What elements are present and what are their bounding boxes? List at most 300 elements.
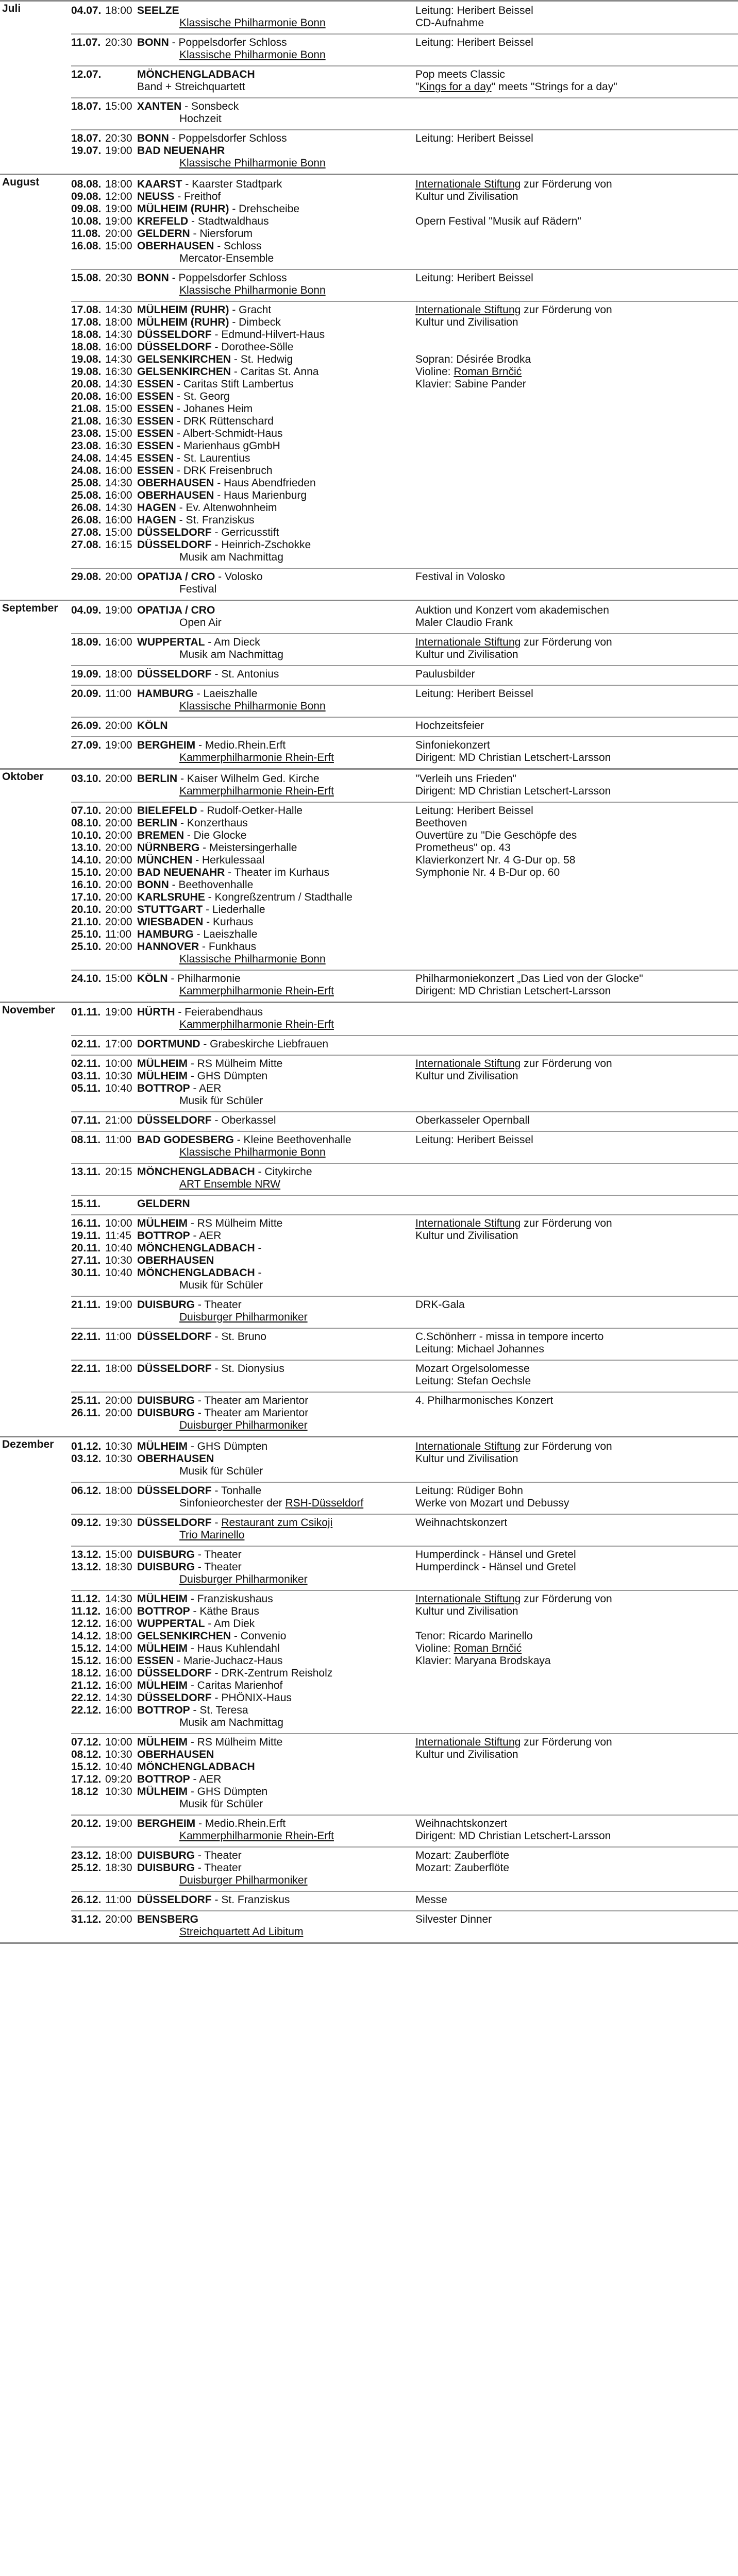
- event-venue: MÜLHEIM (RUHR) - Gracht: [137, 304, 272, 316]
- month-section: [0, 0, 738, 174]
- event-venue: ESSEN - Johanes Heim: [137, 403, 253, 415]
- event-time: 16:00: [105, 465, 132, 477]
- event-row: [71, 37, 415, 49]
- detail-line: [415, 1618, 728, 1630]
- event-row: [71, 668, 415, 681]
- detail-line: Silvester Dinner: [415, 1913, 492, 1925]
- event-row: [71, 941, 415, 953]
- link[interactable]: Internationale Stiftung: [415, 178, 521, 190]
- event-venue: DÜSSELDORF - St. Dionysius: [137, 1363, 284, 1375]
- link[interactable]: Klassische Philharmonie Bonn: [179, 157, 326, 169]
- event-date: 15.11.: [71, 1198, 101, 1210]
- link[interactable]: Kammerphilharmonie Rhein-Erft: [179, 1830, 334, 1842]
- event-date: 21.11.: [71, 1299, 101, 1311]
- event-date: 17.10.: [71, 891, 102, 903]
- event-details: [415, 1217, 738, 1292]
- event-venue: MÖNCHENGLADBACH -: [137, 1267, 262, 1279]
- event-entry: [71, 1892, 738, 1911]
- event-entry: [71, 130, 738, 174]
- detail-line: Kultur und Zivilisation: [415, 1605, 518, 1617]
- event-entry: [71, 176, 738, 270]
- link[interactable]: Restaurant zum Csikoji: [221, 1517, 333, 1529]
- event-time: 14:30: [105, 304, 132, 316]
- link[interactable]: Internationale Stiftung: [415, 1736, 521, 1748]
- event-date: 18.07.: [71, 132, 102, 144]
- event-date: 11.08.: [71, 228, 101, 240]
- event-time: 20:00: [105, 773, 132, 785]
- event-entry: [71, 1132, 738, 1164]
- link[interactable]: Kammerphilharmonie Rhein-Erft: [179, 785, 334, 797]
- event-date: 21.08.: [71, 403, 102, 415]
- detail-line: [415, 329, 728, 341]
- link[interactable]: Internationale Stiftung: [415, 1058, 521, 1070]
- event-venue: DÜSSELDORF - Edmund-Hilvert-Haus: [137, 329, 325, 341]
- event-details: [415, 304, 738, 564]
- event-time: 20:00: [105, 904, 132, 916]
- event-date: 13.12.: [71, 1561, 102, 1573]
- event-date: 08.11.: [71, 1134, 101, 1146]
- event-row: [71, 132, 415, 145]
- event-row: [71, 1440, 415, 1453]
- event-entry: [71, 971, 738, 1002]
- event-date: 01.12.: [71, 1440, 102, 1452]
- event-row: [71, 353, 415, 366]
- event-details: [415, 178, 738, 265]
- event-venue: BOTTROP - St. Teresa: [137, 1704, 248, 1716]
- link[interactable]: RSH-Düsseldorf: [285, 1497, 364, 1509]
- event-row: [71, 69, 415, 81]
- event-entry: [71, 1004, 738, 1036]
- detail-line: Leitung: Michael Johannes: [415, 1343, 544, 1355]
- event-row: [71, 773, 415, 785]
- event-entry: [71, 718, 738, 737]
- event-venue: DÜSSELDORF - Heinrich-Zschokke: [137, 539, 311, 551]
- event-time: 20:15: [105, 1166, 132, 1178]
- event-date: 03.12.: [71, 1453, 102, 1465]
- event-time: 15:00: [105, 527, 132, 538]
- event-venue: BENSBERG: [137, 1913, 199, 1925]
- divider: [0, 1942, 738, 1944]
- event-time: 14:30: [105, 1692, 132, 1704]
- event-details: [415, 1299, 738, 1324]
- event-details: [415, 773, 738, 798]
- event-time: 20:00: [105, 891, 132, 903]
- detail-line: Kultur und Zivilisation: [415, 1749, 518, 1760]
- event-row: [71, 1850, 415, 1862]
- event-ensemble: [179, 1529, 415, 1541]
- detail-line: Violine: Roman Brnčić: [415, 1642, 522, 1654]
- event-date: 04.07.: [71, 5, 102, 16]
- event-venue: DÜSSELDORF - PHÖNIX-Haus: [137, 1692, 292, 1704]
- event-row: [71, 1070, 415, 1082]
- event-time: 20:30: [105, 37, 132, 48]
- event-time: 09:20: [105, 1773, 132, 1785]
- event-row: [71, 489, 415, 502]
- event-date: 02.11.: [71, 1038, 101, 1050]
- event-date: 26.12.: [71, 1894, 102, 1906]
- detail-line: Kultur und Zivilisation: [415, 1070, 518, 1082]
- event-venue: OPATIJA / CRO - Volosko: [137, 571, 263, 583]
- detail-line: CD-Aufnahme: [415, 17, 484, 29]
- event-venue: DORTMUND - Grabeskirche Liebfrauen: [137, 1038, 329, 1050]
- event-entry: [71, 1547, 738, 1591]
- event-date: 24.08.: [71, 452, 102, 464]
- link[interactable]: Internationale Stiftung: [415, 1217, 521, 1229]
- event-venue: MÖNCHENGLADBACH: [137, 69, 255, 80]
- month-label: Oktober: [2, 771, 44, 783]
- event-row: [71, 867, 415, 879]
- detail-line: Leitung: Heribert Beissel: [415, 272, 533, 284]
- event-time: 10:30: [105, 1255, 132, 1266]
- event-venue: DÜSSELDORF - St. Franziskus: [137, 1894, 290, 1906]
- link[interactable]: Klassische Philharmonie Bonn: [179, 1146, 326, 1158]
- event-date: 14.10.: [71, 854, 102, 866]
- event-date: 27.08.: [71, 527, 102, 538]
- event-details: [415, 1485, 738, 1510]
- event-venue: BOTTROP - AER: [137, 1773, 222, 1785]
- event-time: 18:00: [105, 1363, 132, 1375]
- event-details: [415, 805, 738, 965]
- event-row: [71, 1453, 415, 1465]
- event-date: 08.08.: [71, 178, 102, 190]
- event-venue: OBERHAUSEN - Haus Abendfrieden: [137, 477, 316, 489]
- event-ensemble: [179, 17, 415, 29]
- event-row: [71, 1630, 415, 1642]
- event-venue: ESSEN - St. Georg: [137, 391, 230, 402]
- event-date: 19.11.: [71, 1230, 101, 1242]
- link[interactable]: Duisburger Philharmoniker: [179, 1874, 308, 1886]
- detail-line: Dirigent: MD Christian Letschert-Larsson: [415, 985, 611, 997]
- event-venue: GELDERN - Niersforum: [137, 228, 253, 240]
- detail-line: 4. Philharmonisches Konzert: [415, 1395, 554, 1406]
- event-venue: DUISBURG - Theater: [137, 1561, 242, 1573]
- event-row: [71, 1561, 415, 1573]
- detail-line: Beethoven: [415, 817, 467, 829]
- event-time: 19:00: [105, 1818, 132, 1829]
- event-venue: OPATIJA / CRO: [137, 604, 215, 616]
- event-time: 10:30: [105, 1440, 132, 1452]
- detail-line: "Verleih uns Frieden": [415, 773, 516, 785]
- event-venue: BERLIN - Kaiser Wilhelm Ged. Kirche: [137, 773, 320, 785]
- event-date: 19.07.: [71, 145, 102, 157]
- event-ensemble: [179, 1178, 415, 1191]
- event-entry: [71, 98, 738, 130]
- link[interactable]: Roman Brnčić: [454, 1642, 522, 1654]
- event-row: [71, 1082, 415, 1095]
- event-entry: [71, 1164, 738, 1196]
- event-details: [415, 100, 738, 125]
- event-time: 11:00: [105, 688, 131, 700]
- event-date: 12.07.: [71, 69, 102, 80]
- event-ensemble: Open Air: [179, 617, 222, 629]
- event-ensemble: [179, 985, 415, 997]
- link[interactable]: Kammerphilharmonie Rhein-Erft: [179, 985, 334, 997]
- event-date: 13.12.: [71, 1549, 102, 1561]
- month-section: [0, 1436, 738, 1942]
- link[interactable]: Kammerphilharmonie Rhein-Erft: [179, 1019, 334, 1030]
- event-venue: ESSEN - Caritas Stift Lambertus: [137, 378, 294, 390]
- event-time: 20:30: [105, 272, 132, 284]
- event-date: 15.12.: [71, 1642, 102, 1654]
- event-venue: BONN - Beethovenhalle: [137, 879, 254, 891]
- link[interactable]: Internationale Stiftung: [415, 636, 521, 648]
- event-time: 20:00: [105, 867, 132, 878]
- event-time: 19:00: [105, 604, 132, 616]
- event-row: [71, 1692, 415, 1704]
- event-venue: MÜLHEIM - Franziskushaus: [137, 1593, 273, 1605]
- event-details: [415, 1593, 738, 1729]
- event-ensemble: [179, 1830, 415, 1842]
- event-row: [71, 1255, 415, 1267]
- event-venue: MÖNCHENGLADBACH: [137, 1761, 255, 1773]
- event-entry: [71, 1911, 738, 1942]
- event-entry: [71, 1591, 738, 1734]
- event-venue: MÜLHEIM - Haus Kuhlendahl: [137, 1642, 280, 1654]
- event-details: [415, 636, 738, 661]
- event-ensemble: Musik am Nachmittag: [179, 649, 283, 660]
- event-row: [71, 1006, 415, 1019]
- event-time: 11:45: [105, 1230, 131, 1242]
- event-date: 25.10.: [71, 941, 102, 953]
- event-time: 10:00: [105, 1736, 132, 1748]
- event-date: 15.12.: [71, 1655, 102, 1667]
- event-time: 10:40: [105, 1242, 132, 1254]
- event-row: [71, 879, 415, 891]
- event-time: 14:30: [105, 477, 132, 489]
- event-row: [71, 316, 415, 329]
- event-date: 30.11.: [71, 1267, 101, 1279]
- event-entry: [71, 66, 738, 98]
- event-venue: DÜSSELDORF - Oberkassel: [137, 1114, 276, 1126]
- event-date: 18.12.: [71, 1667, 102, 1679]
- link[interactable]: Duisburger Philharmoniker: [179, 1419, 308, 1431]
- event-row: [71, 829, 415, 842]
- event-ensemble: Sinfonieorchester der RSH-Düsseldorf: [179, 1497, 364, 1509]
- event-entry: [71, 686, 738, 718]
- link[interactable]: Klassische Philharmonie Bonn: [179, 953, 326, 965]
- event-time: 18:00: [105, 5, 132, 16]
- event-date: 02.11.: [71, 1058, 101, 1070]
- event-details: [415, 1818, 738, 1842]
- link[interactable]: Duisburger Philharmoniker: [179, 1311, 308, 1323]
- event-row: [71, 145, 415, 157]
- month-label: September: [2, 602, 58, 614]
- event-details: [415, 1894, 738, 1906]
- event-date: 18.08.: [71, 329, 102, 341]
- event-row: [71, 571, 415, 583]
- detail-line: [415, 203, 728, 215]
- event-date: 27.11.: [71, 1255, 101, 1266]
- event-row: [71, 928, 415, 941]
- link[interactable]: Internationale Stiftung: [415, 304, 521, 316]
- link[interactable]: Kammerphilharmonie Rhein-Erft: [179, 752, 334, 764]
- event-time: 15:00: [105, 428, 132, 439]
- event-date: 25.08.: [71, 477, 102, 489]
- event-date: 26.08.: [71, 502, 102, 514]
- event-details: [415, 720, 738, 732]
- detail-line: Ouvertüre zu "Die Geschöpfe des: [415, 829, 577, 841]
- detail-line: Oberkasseler Opernball: [415, 1114, 530, 1126]
- event-time: 20:00: [105, 854, 132, 866]
- detail-line: Humperdinck - Hänsel und Gretel: [415, 1561, 576, 1573]
- event-ensemble: [179, 1311, 415, 1324]
- event-ensemble: [179, 157, 415, 170]
- link[interactable]: Roman Brnčić: [454, 366, 522, 378]
- link[interactable]: Internationale Stiftung: [415, 1593, 521, 1605]
- event-date: 25.11.: [71, 1395, 101, 1406]
- event-time: 19:00: [105, 739, 132, 751]
- detail-line: Kultur und Zivilisation: [415, 1230, 518, 1242]
- event-venue: STUTTGART - Liederhalle: [137, 904, 265, 916]
- event-time: 20:00: [105, 805, 132, 817]
- link[interactable]: Klassische Philharmonie Bonn: [179, 700, 326, 712]
- event-entry: [71, 1483, 738, 1515]
- event-row: [71, 403, 415, 415]
- event-ensemble: Festival: [179, 583, 217, 595]
- event-date: 07.10.: [71, 805, 102, 817]
- event-ensemble: [179, 49, 415, 61]
- event-venue: BIELEFELD - Rudolf-Oetker-Halle: [137, 805, 303, 817]
- event-date: 26.11.: [71, 1407, 101, 1419]
- event-ensemble: [179, 1874, 415, 1887]
- detail-line: Philharmoniekonzert „Das Lied von der Glocke": [415, 973, 643, 985]
- event-time: 10:00: [105, 1217, 132, 1229]
- detail-line: Auktion und Konzert vom akademischen: [415, 604, 609, 616]
- event-entry: [71, 1036, 738, 1056]
- event-venue: ESSEN - DRK Freisenbruch: [137, 465, 273, 477]
- event-row: [71, 1618, 415, 1630]
- event-time: 16:00: [105, 1680, 132, 1691]
- link[interactable]: ART Ensemble NRW: [179, 1178, 281, 1190]
- event-ensemble: Musik am Nachmittag: [179, 551, 283, 563]
- event-time: 18:00: [105, 178, 132, 190]
- event-row: [71, 1242, 415, 1255]
- detail-line: DRK-Gala: [415, 1299, 465, 1311]
- link[interactable]: Duisburger Philharmoniker: [179, 1573, 308, 1585]
- event-details: [415, 1166, 738, 1191]
- event-date: 17.08.: [71, 304, 102, 316]
- event-time: 11:00: [105, 928, 131, 940]
- event-time: 19:30: [105, 1517, 132, 1529]
- detail-line: Festival in Volosko: [415, 571, 505, 583]
- detail-line: C.Schönherr - missa in tempore incerto: [415, 1331, 604, 1343]
- detail-line: Paulusbilder: [415, 668, 475, 680]
- event-venue: MÜLHEIM - RS Mülheim Mitte: [137, 1058, 283, 1070]
- event-venue: ESSEN - St. Laurentius: [137, 452, 250, 464]
- event-date: 07.12.: [71, 1736, 102, 1748]
- event-venue: Band + Streichquartett: [137, 81, 245, 93]
- event-venue: MÜLHEIM - RS Mülheim Mitte: [137, 1736, 283, 1748]
- event-time: 16:00: [105, 1667, 132, 1679]
- detail-line: Symphonie Nr. 4 B-Dur op. 60: [415, 867, 560, 878]
- event-row: [71, 527, 415, 539]
- month-label: Juli: [2, 3, 21, 14]
- detail-line: Sinfoniekonzert: [415, 739, 490, 751]
- event-ensemble: Musik für Schüler: [179, 1465, 263, 1477]
- event-details: [415, 1038, 738, 1050]
- event-time: 19:00: [105, 1299, 132, 1311]
- event-date: 20.08.: [71, 391, 102, 402]
- link[interactable]: Streichquartett Ad Libitum: [179, 1926, 304, 1938]
- event-time: 15:00: [105, 403, 132, 415]
- event-venue: BOTTROP - AER: [137, 1230, 222, 1242]
- event-date: 21.10.: [71, 916, 102, 928]
- event-time: 10:00: [105, 1058, 132, 1070]
- link[interactable]: Klassische Philharmonie Bonn: [179, 49, 326, 61]
- event-row: [71, 5, 415, 17]
- detail-line: Maler Claudio Frank: [415, 617, 513, 629]
- event-date: 15.08.: [71, 272, 102, 284]
- link[interactable]: Klassische Philharmonie Bonn: [179, 284, 326, 296]
- event-venue: GELSENKIRCHEN - St. Hedwig: [137, 353, 293, 365]
- event-venue: HAMBURG - Laeiszhalle: [137, 688, 258, 700]
- event-venue: DÜSSELDORF - DRK-Zentrum Reisholz: [137, 1667, 333, 1679]
- event-row: [71, 854, 415, 867]
- event-venue: BERGHEIM - Medio.Rhein.Erft: [137, 1818, 286, 1829]
- event-time: 14:30: [105, 353, 132, 365]
- event-venue: BONN - Poppelsdorfer Schloss: [137, 272, 287, 284]
- event-venue: WUPPERTAL - Am Dieck: [137, 636, 260, 648]
- detail-line: Internationale Stiftung zur Förderung von: [415, 1058, 612, 1070]
- month-label: August: [2, 176, 40, 188]
- event-details: [415, 1517, 738, 1541]
- month-section: [0, 174, 738, 600]
- event-time: 15:00: [105, 100, 132, 112]
- event-row: [71, 1217, 415, 1230]
- event-entry: [71, 771, 738, 803]
- event-venue: DÜSSELDORF - Gerricusstift: [137, 527, 279, 538]
- event-time: 10:30: [105, 1070, 132, 1082]
- event-time: 16:00: [105, 1605, 132, 1617]
- event-date: 21.08.: [71, 415, 102, 427]
- event-venue: DÜSSELDORF - Tonhalle: [137, 1485, 262, 1497]
- event-ensemble: [179, 752, 415, 764]
- event-date: 09.08.: [71, 203, 102, 215]
- event-date: 17.12.: [71, 1773, 102, 1785]
- event-venue: DUISBURG - Theater am Marientor: [137, 1395, 309, 1406]
- event-date: 20.11.: [71, 1242, 101, 1254]
- event-entry: [71, 737, 738, 768]
- detail-line: Dirigent: MD Christian Letschert-Larsson: [415, 1830, 611, 1842]
- link[interactable]: Internationale Stiftung: [415, 1440, 521, 1452]
- detail-line: Mozart: Zauberflöte: [415, 1862, 510, 1874]
- event-date: 26.09.: [71, 720, 102, 732]
- event-row: [71, 1605, 415, 1618]
- event-row: [71, 1862, 415, 1874]
- event-venue: MÜLHEIM - GHS Dümpten: [137, 1440, 268, 1452]
- event-time: 16:00: [105, 489, 132, 501]
- event-row: [71, 203, 415, 215]
- event-date: 16.08.: [71, 240, 102, 252]
- link[interactable]: Klassische Philharmonie Bonn: [179, 17, 326, 29]
- link[interactable]: Kings for a day: [419, 81, 492, 93]
- event-date: 18.09.: [71, 636, 102, 648]
- event-date: 19.08.: [71, 366, 102, 378]
- event-details: [415, 1006, 738, 1031]
- event-row: [71, 817, 415, 829]
- event-entry: [71, 35, 738, 66]
- event-row: [71, 1549, 415, 1561]
- event-venue: DÜSSELDORF - St. Bruno: [137, 1331, 266, 1343]
- event-venue: GELDERN: [137, 1198, 190, 1210]
- event-date: 25.10.: [71, 928, 102, 940]
- event-venue: WIESBADEN - Kurhaus: [137, 916, 254, 928]
- event-venue: KAARST - Kaarster Stadtpark: [137, 178, 282, 190]
- detail-line: Internationale Stiftung zur Förderung von: [415, 178, 612, 190]
- link[interactable]: Trio Marinello: [179, 1529, 245, 1541]
- event-details: [415, 1058, 738, 1107]
- event-details: [415, 1395, 738, 1432]
